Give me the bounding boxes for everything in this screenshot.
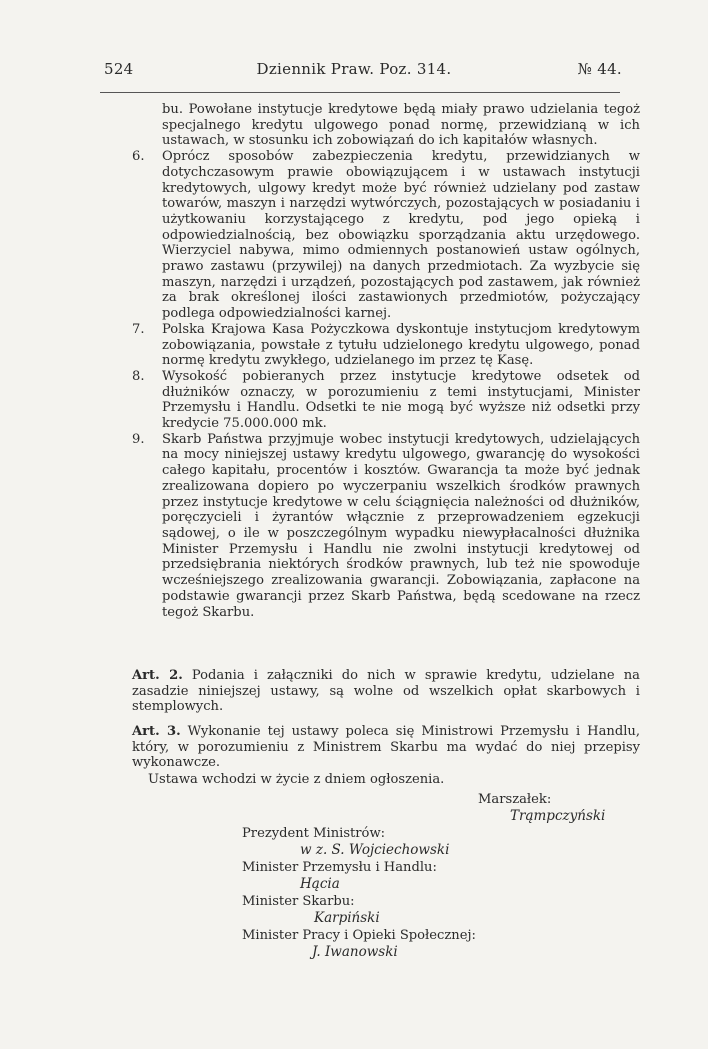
item-text: Oprócz sposobów zabezpieczenia kredytu, przewidzianych w dotychczasowym prawie obowiązującem i w ustawach instytucji kredytowych, ulgowy kredyt może być również udzielany pod zastaw towarów, maszyn i narzędzi wytwórczych, pozostających w posiadaniu i użytkowaniu korzystającego z kredytu, pod jego opieką i odpowiedzialnością, bez obowiązku sporządzania aktu urzędowego. Wierzyciel nabywa, mimo odmiennych postanowień ustaw ogólnych, prawo zastawu (przywilej) na danych przedmiotach. Za wyzbycie się maszyn, narzędzi i urządzeń, pozostających pod zastawem, jak również za brak określonej ilości zastawionych przedmiotów, pożyczający podlega odpowiedzialności karnej. [162, 149, 640, 322]
numbered-items [132, 102, 640, 620]
list-item [132, 432, 640, 620]
article-label: Art. 2. [132, 668, 183, 683]
article-2 [132, 668, 640, 715]
industry-minister-signature: Hącia [300, 876, 340, 892]
item-number: 6. [132, 149, 145, 165]
labour-minister-title: Minister Pracy i Opieki Społecznej: [242, 928, 476, 943]
marshal-title: Marszałek: [478, 792, 552, 807]
marshal-signature: Trąmpczyński [510, 808, 606, 824]
item-text: Polska Krajowa Kasa Pożyczkowa dyskontuje instytucjom kredytowym zobowiązania, powstałe z tytułu udzielonego kredytu ulgowego, ponad normę kredytu zwykłego, udzielanego im przez tę Kasę. [162, 321, 640, 369]
header-rule [100, 92, 620, 93]
treasury-minister-signature: Karpiński [314, 910, 380, 926]
list-item [132, 149, 640, 322]
industry-minister-title: Minister Przemysłu i Handlu: [242, 860, 437, 875]
pm-signature: w z. S. Wojciechowski [300, 842, 450, 858]
treasury-minister-title: Minister Skarbu: [242, 894, 355, 909]
list-item [132, 102, 640, 149]
item-number: 7. [132, 321, 145, 337]
labour-minister-signature: J. Iwanowski [312, 944, 398, 960]
article-3 [132, 724, 640, 771]
item-text: bu. Powołane instytucje kredytowe będą miały prawo udzielania tegoż specjalnego kredytu ulgowego ponad normę, przewidzianą w ich ustawach, w stosunku ich zobowiązań do ich kapitałów własnych. [162, 102, 640, 149]
issue-number: № 44. [577, 60, 622, 78]
article-label: Art. 3. [132, 724, 181, 739]
item-text: Skarb Państwa przyjmuje wobec instytucji kredytowych, udzielających na mocy niniejszej ustawy kredytu ulgowego, gwarancję do wysokości całego kapitału, procentów i kosztów. Gwarancja ta może być jednak zrealizowana dopiero po wyczerpaniu wszelkich środków prawnych przez instytucje kredytowe w celu ściągnięcia należności od dłużników, poręczycieli i żyrantów włącznie z przeprowadzeniem egzekucji sądowej, o ile w poszczególnym wypadku niewypłacalności dłużnika Minister Przemysłu i Handlu nie zwolni instytucji kredytowej od przedsiębrania niektórych środków prawnych, lub też nie spowoduje wcześniejszego zrealizowania gwarancji. Zobowiązania, zapłacone na podstawie gwarancji przez Skarb Państwa, będą scedowane na rzecz tegoż Skarbu. [162, 431, 640, 620]
item-number: 9. [132, 431, 145, 447]
journal-title: Dziennik Praw. Poz. 314. [256, 60, 452, 78]
item-number: 8. [132, 368, 145, 384]
article-text: Wykonanie tej ustawy poleca się Ministrowi Przemysłu i Handlu, który, w porozumieniu z Ministrem Skarbu ma wydać do niej przepisy wykonawcze. [132, 724, 640, 771]
page-number: 524 [104, 60, 134, 78]
list-item [132, 369, 640, 432]
article-text: Podania i załączniki do nich w sprawie kredytu, udzielane na zasadzie niniejszej ustawy, są wolne od wszelkich opłat skarbowych i stemplowych. [132, 668, 640, 715]
list-item [132, 322, 640, 369]
pm-title: Prezydent Ministrów: [242, 826, 386, 841]
item-text: Wysokość pobieranych przez instytucje kredytowe odsetek od dłużników oznaczy, w porozumieniu z temi instytucjami, Minister Przemysłu i Handlu. Odsetki te nie mogą być wyższe niż odsetki przy kredycie 75.000.000 mk. [162, 368, 640, 432]
entry-into-force: Ustawa wchodzi w życie z dniem ogłoszenia. [148, 772, 445, 787]
